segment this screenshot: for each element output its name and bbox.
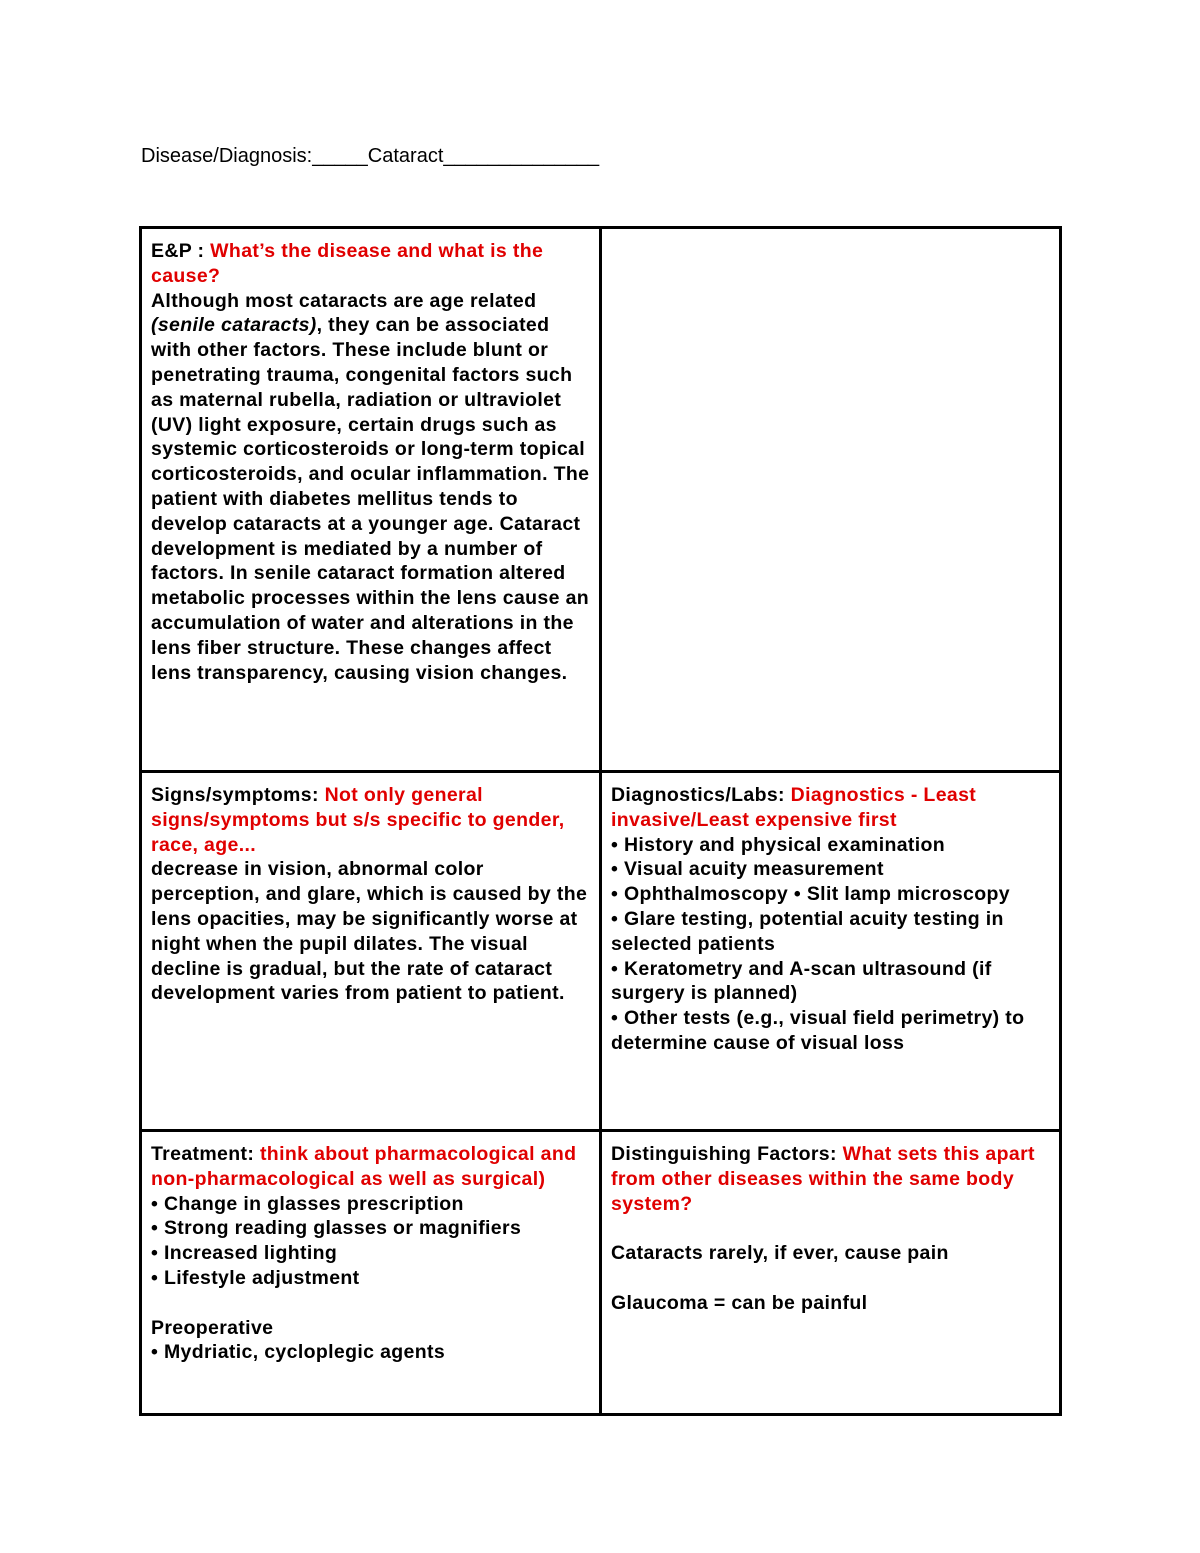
treatment-item: • Lifestyle adjustment (151, 1266, 360, 1289)
signs-text: decrease in vision, abnormal color perception, and glare, which is caused by the lens opacities, may be significantly worse at night when the pupil dilates. The visual decline is gradual, but the rate of cataract development varies from patient to patient. (151, 858, 588, 1005)
ep-text-after: , they can be associated with other factors. These include blunt or penetrating trauma, congenital factors such as maternal rubella, radiation or ultraviolet (UV) light exposure, certain drugs such as systemic corticosteroids or long-term topical corticosteroids, and ocular inflammation. The patient with diabetes mellitus tends to develop cataracts at a younger age. Cataract development is mediated by a number of factors. In senile cataract formation altered metabolic processes within the lens cause an accumulation of water and alterations in the lens fiber structure. These changes affect lens transparency, causing vision changes. (151, 314, 590, 684)
ep-prompt: What’s the disease and what is the cause? (151, 240, 544, 287)
distinguishing-cell (601, 1131, 1061, 1415)
spacer (611, 1216, 1051, 1241)
treatment-cell (141, 1131, 601, 1415)
preop-item: • Mydriatic, cycloplegic agents (151, 1341, 446, 1364)
diagnostics-item: • Keratometry and A-scan ultrasound (if surgery is planned) (611, 957, 992, 1005)
diagnostics-label: Diagnostics/Labs: (611, 784, 791, 806)
signs-cell (141, 772, 601, 1131)
disease-diagnosis-title: Disease/Diagnosis:_____Cataract______________ (141, 145, 600, 167)
diagnostics-item: • Visual acuity measurement (611, 858, 884, 881)
signs-prompt: Not only general signs/symptoms but s/s specific to gender, race, age... (151, 784, 565, 856)
diagnostics-item: • Glare testing, potential acuity testing in selected patients (611, 907, 1004, 955)
grid-row-1 (141, 228, 1061, 772)
ep-text-before: Although most cataracts are age related (151, 289, 537, 312)
treatment-label: Treatment: (151, 1143, 260, 1165)
diagnostics-prompt: Diagnostics - Least invasive/Least expensive first (611, 784, 977, 831)
spacer (611, 1266, 1051, 1291)
empty-cell (601, 228, 1061, 772)
treatment-prompt: think about pharmacological and non-pharmacological as well as surgical) (151, 1143, 577, 1190)
signs-label: Signs/symptoms: (151, 784, 325, 806)
diagnostics-item: • Ophthalmoscopy • Slit lamp microscopy (611, 883, 1010, 906)
preop-label: Preoperative (151, 1316, 274, 1339)
distinguishing-line-1: Cataracts rarely, if ever, cause pain (611, 1242, 949, 1265)
distinguishing-label: Distinguishing Factors: (611, 1143, 843, 1165)
spacer (151, 1291, 591, 1316)
distinguishing-prompt: What sets this apart from other diseases within the same body system? (611, 1143, 1035, 1215)
ep-body (151, 289, 591, 686)
diagnostics-item: • History and physical examination (611, 833, 946, 856)
treatment-item: • Strong reading glasses or magnifiers (151, 1217, 522, 1240)
treatment-item: • Increased lighting (151, 1242, 338, 1265)
grid-row-2 (141, 772, 1061, 1131)
distinguishing-line-2: Glaucoma = can be painful (611, 1291, 868, 1314)
care-plan-grid (139, 226, 1062, 1416)
treatment-item: • Change in glasses prescription (151, 1192, 464, 1215)
diagnostics-item: • Other tests (e.g., visual field perimetry) to determine cause of visual loss (611, 1007, 1025, 1054)
grid-row-3 (141, 1131, 1061, 1415)
diagnostics-cell (601, 772, 1061, 1131)
ep-label: E&P : (151, 240, 211, 262)
ep-italic-term: (senile cataracts) (151, 314, 317, 337)
ep-cell (141, 228, 601, 772)
